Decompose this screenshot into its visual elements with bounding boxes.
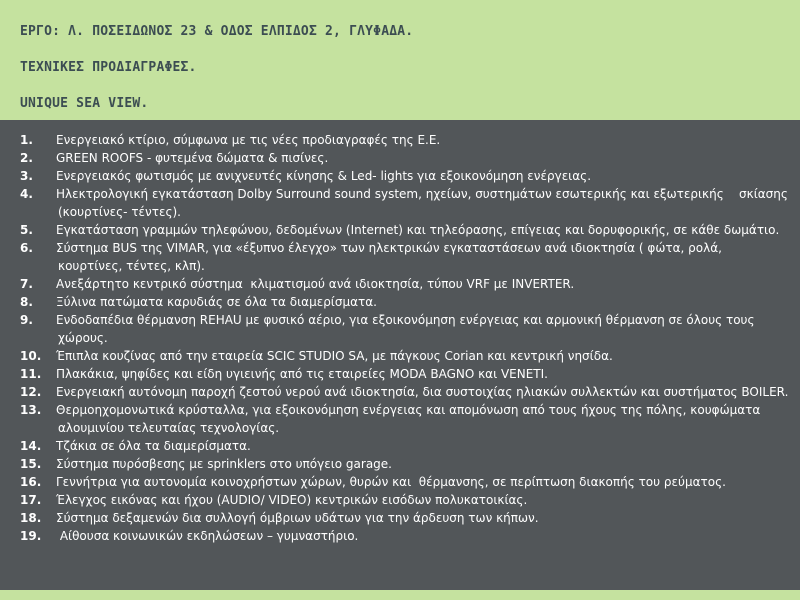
item-number: 9. — [20, 313, 33, 327]
item-number: 1. — [20, 133, 33, 147]
item-text: Έπιπλα κουζίνας από την εταιρεία SCIC STUDIO SA, με πάγκους Corian και κεντρική νησίδα. — [56, 349, 613, 363]
item-number: 8. — [20, 295, 33, 309]
item-text: Τζάκια σε όλα τα διαμερίσματα. — [56, 439, 251, 453]
specifications-title: ΤΕΧΝΙΚΕΣ ΠΡΟΔΙΑΓΡΑΦΕΣ. — [20, 60, 197, 75]
item-number: 15. — [20, 457, 42, 471]
item-text: Γεννήτρια για αυτονομία κοινοχρήστων χώρων, θυρών και θέρμανσης, σε περίπτωση διακοπής του ρεύματος. — [56, 475, 726, 489]
item-number: 18. — [20, 511, 42, 525]
item-number: 2. — [20, 151, 33, 165]
item-text: Σύστημα BUS της VIMAR, για «έξυπνο έλεγχο» των ηλεκτρικών εγκαταστάσεων ανά ιδιοκτησία ( φώτα, ρολά, — [56, 241, 722, 255]
item-number: 6. — [20, 241, 33, 255]
item-text: Ξύλινα πατώματα καρυδιάς σε όλα τα διαμερίσματα. — [56, 295, 377, 309]
item-text-continued: χώρους. — [58, 331, 108, 345]
list-item — [0, 293, 800, 311]
item-text-continued: αλουμινίου τελευταίας τεχνολογίας. — [58, 421, 280, 435]
item-number: 19. — [20, 529, 42, 543]
item-number: 13. — [20, 403, 42, 417]
item-text: Ενδοδαπέδια θέρμανση REHAU με φυσικό αέριο, για εξοικονόμηση ενέργειας και αρμονική θέρμανση σε όλους τους — [56, 313, 755, 327]
tagline: UNIQUE SEA VIEW. — [20, 96, 149, 111]
item-number: 10. — [20, 349, 42, 363]
list-item — [0, 509, 800, 527]
list-item — [0, 455, 800, 473]
project-title: ΕΡΓΟ: Λ. ΠΟΣΕΙΔΩΝΟΣ 23 & ΟΔΟΣ ΕΛΠΙΔΟΣ 2, ΓΛΥΦΑΔΑ. — [20, 24, 414, 39]
list-item — [0, 149, 800, 167]
item-text: Εγκατάσταση γραμμών τηλεφώνου, δεδομένων (Internet) και τηλεόρασης, επίγειας και δορυφορικής, σε κάθε δωμάτιο. — [56, 223, 780, 237]
list-item — [0, 311, 800, 347]
list-item — [0, 221, 800, 239]
header-band — [0, 0, 800, 120]
item-text: GREEN ROOFS - φυτεμένα δώματα & πισίνες. — [56, 151, 329, 165]
item-number: 5. — [20, 223, 33, 237]
list-item — [0, 185, 800, 221]
item-text: Θερμοηχομονωτικά κρύσταλλα, για εξοικονόμηση ενέργειας και απομόνωση από τους ήχους της πόλης, κουφώματα — [56, 403, 761, 417]
item-text: Ενεργειακός φωτισμός με ανιχνευτές κίνησης & Led- lights για εξοικονόμηση ενέργειας. — [56, 169, 592, 183]
item-text: Ανεξάρτητο κεντρικό σύστημα κλιματισμού ανά ιδιοκτησία, τύπου VRF με INVERTER. — [56, 277, 575, 291]
list-item — [0, 347, 800, 365]
item-text: Ενεργειακό κτίριο, σύμφωνα με τις νέες προδιαγραφές της Ε.Ε. — [56, 133, 441, 147]
item-number: 3. — [20, 169, 33, 183]
item-number: 14. — [20, 439, 42, 453]
list-item — [0, 473, 800, 491]
item-text: Έλεγχος εικόνας και ήχου (AUDIO/ VIDEO) κεντρικών εισόδων πολυκατοικίας. — [56, 493, 528, 507]
list-item — [0, 167, 800, 185]
list-item — [0, 131, 800, 149]
list-item — [0, 437, 800, 455]
item-text: Ηλεκτρολογική εγκατάσταση Dolby Surround sound system, ηχείων, συστημάτων εσωτερικής και εξωτερικής σκίασης — [56, 187, 788, 201]
footer-band — [0, 590, 800, 600]
item-text: Πλακάκια, ψηφίδες και είδη υγιεινής από τις εταιρείες MODA BAGNO και VENETI. — [56, 367, 548, 381]
list-item — [0, 491, 800, 509]
item-number: 7. — [20, 277, 33, 291]
list-item — [0, 527, 800, 545]
item-number: 16. — [20, 475, 42, 489]
item-text: Σύστημα δεξαμενών δια συλλογή όμβριων υδάτων για την άρδευση των κήπων. — [56, 511, 539, 525]
list-item — [0, 401, 800, 437]
item-text: Αίθουσα κοινωνικών εκδηλώσεων – γυμναστήριο. — [56, 529, 359, 543]
list-item — [0, 383, 800, 401]
item-text: Ενεργειακή αυτόνομη παροχή ζεστού νερού ανά ιδιοκτησία, δια συστοιχίας ηλιακών συλλεκτών και συστήματος BOILER. — [56, 385, 789, 399]
item-text-continued: (κουρτίνες- τέντες). — [58, 205, 181, 219]
list-item — [0, 239, 800, 275]
item-number: 17. — [20, 493, 42, 507]
list-item — [0, 365, 800, 383]
item-text-continued: κουρτίνες, τέντες, κλπ). — [58, 259, 205, 273]
item-number: 11. — [20, 367, 42, 381]
item-number: 12. — [20, 385, 42, 399]
item-text: Σύστημα πυρόσβεσης με sprinklers στο υπόγειο garage. — [56, 457, 392, 471]
item-number: 4. — [20, 187, 33, 201]
list-item — [0, 275, 800, 293]
specifications-list — [0, 131, 800, 545]
